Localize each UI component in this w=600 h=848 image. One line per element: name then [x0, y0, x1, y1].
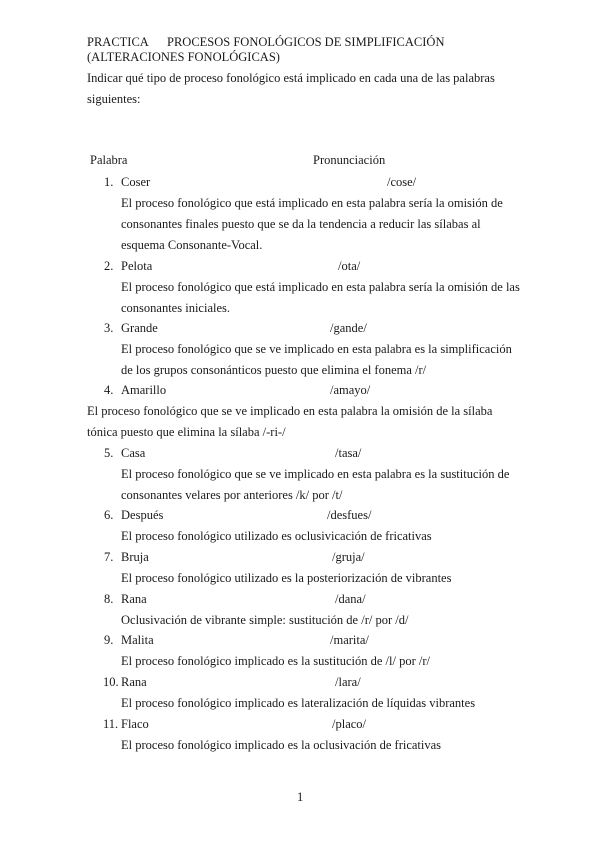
item-number: 3.	[104, 321, 114, 335]
item-description-line: El proceso fonológico que se ve implicado en esta palabra es la simplificación	[121, 342, 512, 356]
item-description-line: consonantes iniciales.	[121, 301, 230, 315]
practice-label: PRACTICA	[87, 35, 149, 49]
item-number: 7.	[104, 550, 114, 564]
item-word: Pelota	[121, 259, 153, 273]
item-number: 4.	[104, 383, 114, 397]
item-description-line: El proceso fonológico utilizado es la posteriorización de vibrantes	[121, 571, 452, 585]
item-word: Coser	[121, 175, 151, 189]
item-description-line: de los grupos consonánticos puesto que elimina el fonema /r/	[121, 363, 427, 377]
item-description-line: consonantes finales puesto que se da la tendencia a reducir las sílabas al	[121, 217, 481, 231]
item-word: Después	[121, 508, 164, 522]
page-subtitle: (ALTERACIONES FONOLÓGICAS)	[87, 50, 280, 64]
item-pronunciation: /ota/	[338, 259, 361, 273]
item-pronunciation: /gande/	[330, 321, 367, 335]
item-number: 11.	[103, 717, 119, 731]
item-number: 2.	[104, 259, 114, 273]
column-header-word: Palabra	[90, 153, 128, 167]
item-description-line: El proceso fonológico que se ve implicado en esta palabra es la sustitución de	[121, 467, 510, 481]
item-number: 5.	[104, 446, 114, 460]
intro-line: siguientes:	[87, 92, 141, 106]
item-description-line: El proceso fonológico utilizado es oclusivicación de fricativas	[121, 529, 432, 543]
item-word: Malita	[121, 633, 154, 647]
item-pronunciation: /desfues/	[327, 508, 372, 522]
item-description-line: esquema Consonante-Vocal.	[121, 238, 263, 252]
item-pronunciation: /amayo/	[330, 383, 371, 397]
item-pronunciation: /placo/	[332, 717, 367, 731]
item-description-line: consonantes velares por anteriores /k/ por /t/	[121, 488, 343, 502]
intro-line: Indicar qué tipo de proceso fonológico está implicado en cada una de las palabras	[87, 71, 495, 85]
item-number: 9.	[104, 633, 114, 647]
page-number: 1	[297, 790, 304, 804]
item-pronunciation: /lara/	[335, 675, 361, 689]
item-word: Casa	[121, 446, 146, 460]
item-description-line: El proceso fonológico implicado es la sustitución de /l/ por /r/	[121, 654, 430, 668]
item-pronunciation: /marita/	[330, 633, 369, 647]
column-header-pronunciation: Pronunciación	[313, 153, 386, 167]
item-word: Rana	[121, 675, 147, 689]
item-pronunciation: /cose/	[387, 175, 417, 189]
item-number: 10.	[103, 675, 119, 689]
item-description-line: tónica puesto que elimina la sílaba /-ri-/	[87, 425, 286, 439]
item-pronunciation: /tasa/	[335, 446, 362, 460]
item-word: Flaco	[121, 717, 149, 731]
item-description-line: El proceso fonológico que se ve implicado en esta palabra la omisión de la sílaba	[87, 404, 493, 418]
item-pronunciation: /dana/	[335, 592, 366, 606]
item-number: 1.	[104, 175, 114, 189]
item-word: Rana	[121, 592, 147, 606]
item-description-line: El proceso fonológico que está implicado en esta palabra sería la omisión de	[121, 196, 503, 210]
page-title: PROCESOS FONOLÓGICOS DE SIMPLIFICACIÓN	[167, 35, 445, 49]
item-word: Grande	[121, 321, 158, 335]
item-number: 6.	[104, 508, 114, 522]
item-description-line: El proceso fonológico implicado es la oclusivación de fricativas	[121, 738, 442, 752]
item-description-line: El proceso fonológico implicado es lateralización de líquidas vibrantes	[121, 696, 476, 710]
item-description-line: Oclusivación de vibrante simple: sustitución de /r/ por /d/	[121, 613, 409, 627]
item-word: Bruja	[121, 550, 149, 564]
item-description-line: El proceso fonológico que está implicado en esta palabra sería la omisión de las	[121, 280, 520, 294]
item-pronunciation: /gruja/	[332, 550, 365, 564]
item-word: Amarillo	[121, 383, 167, 397]
item-number: 8.	[104, 592, 114, 606]
